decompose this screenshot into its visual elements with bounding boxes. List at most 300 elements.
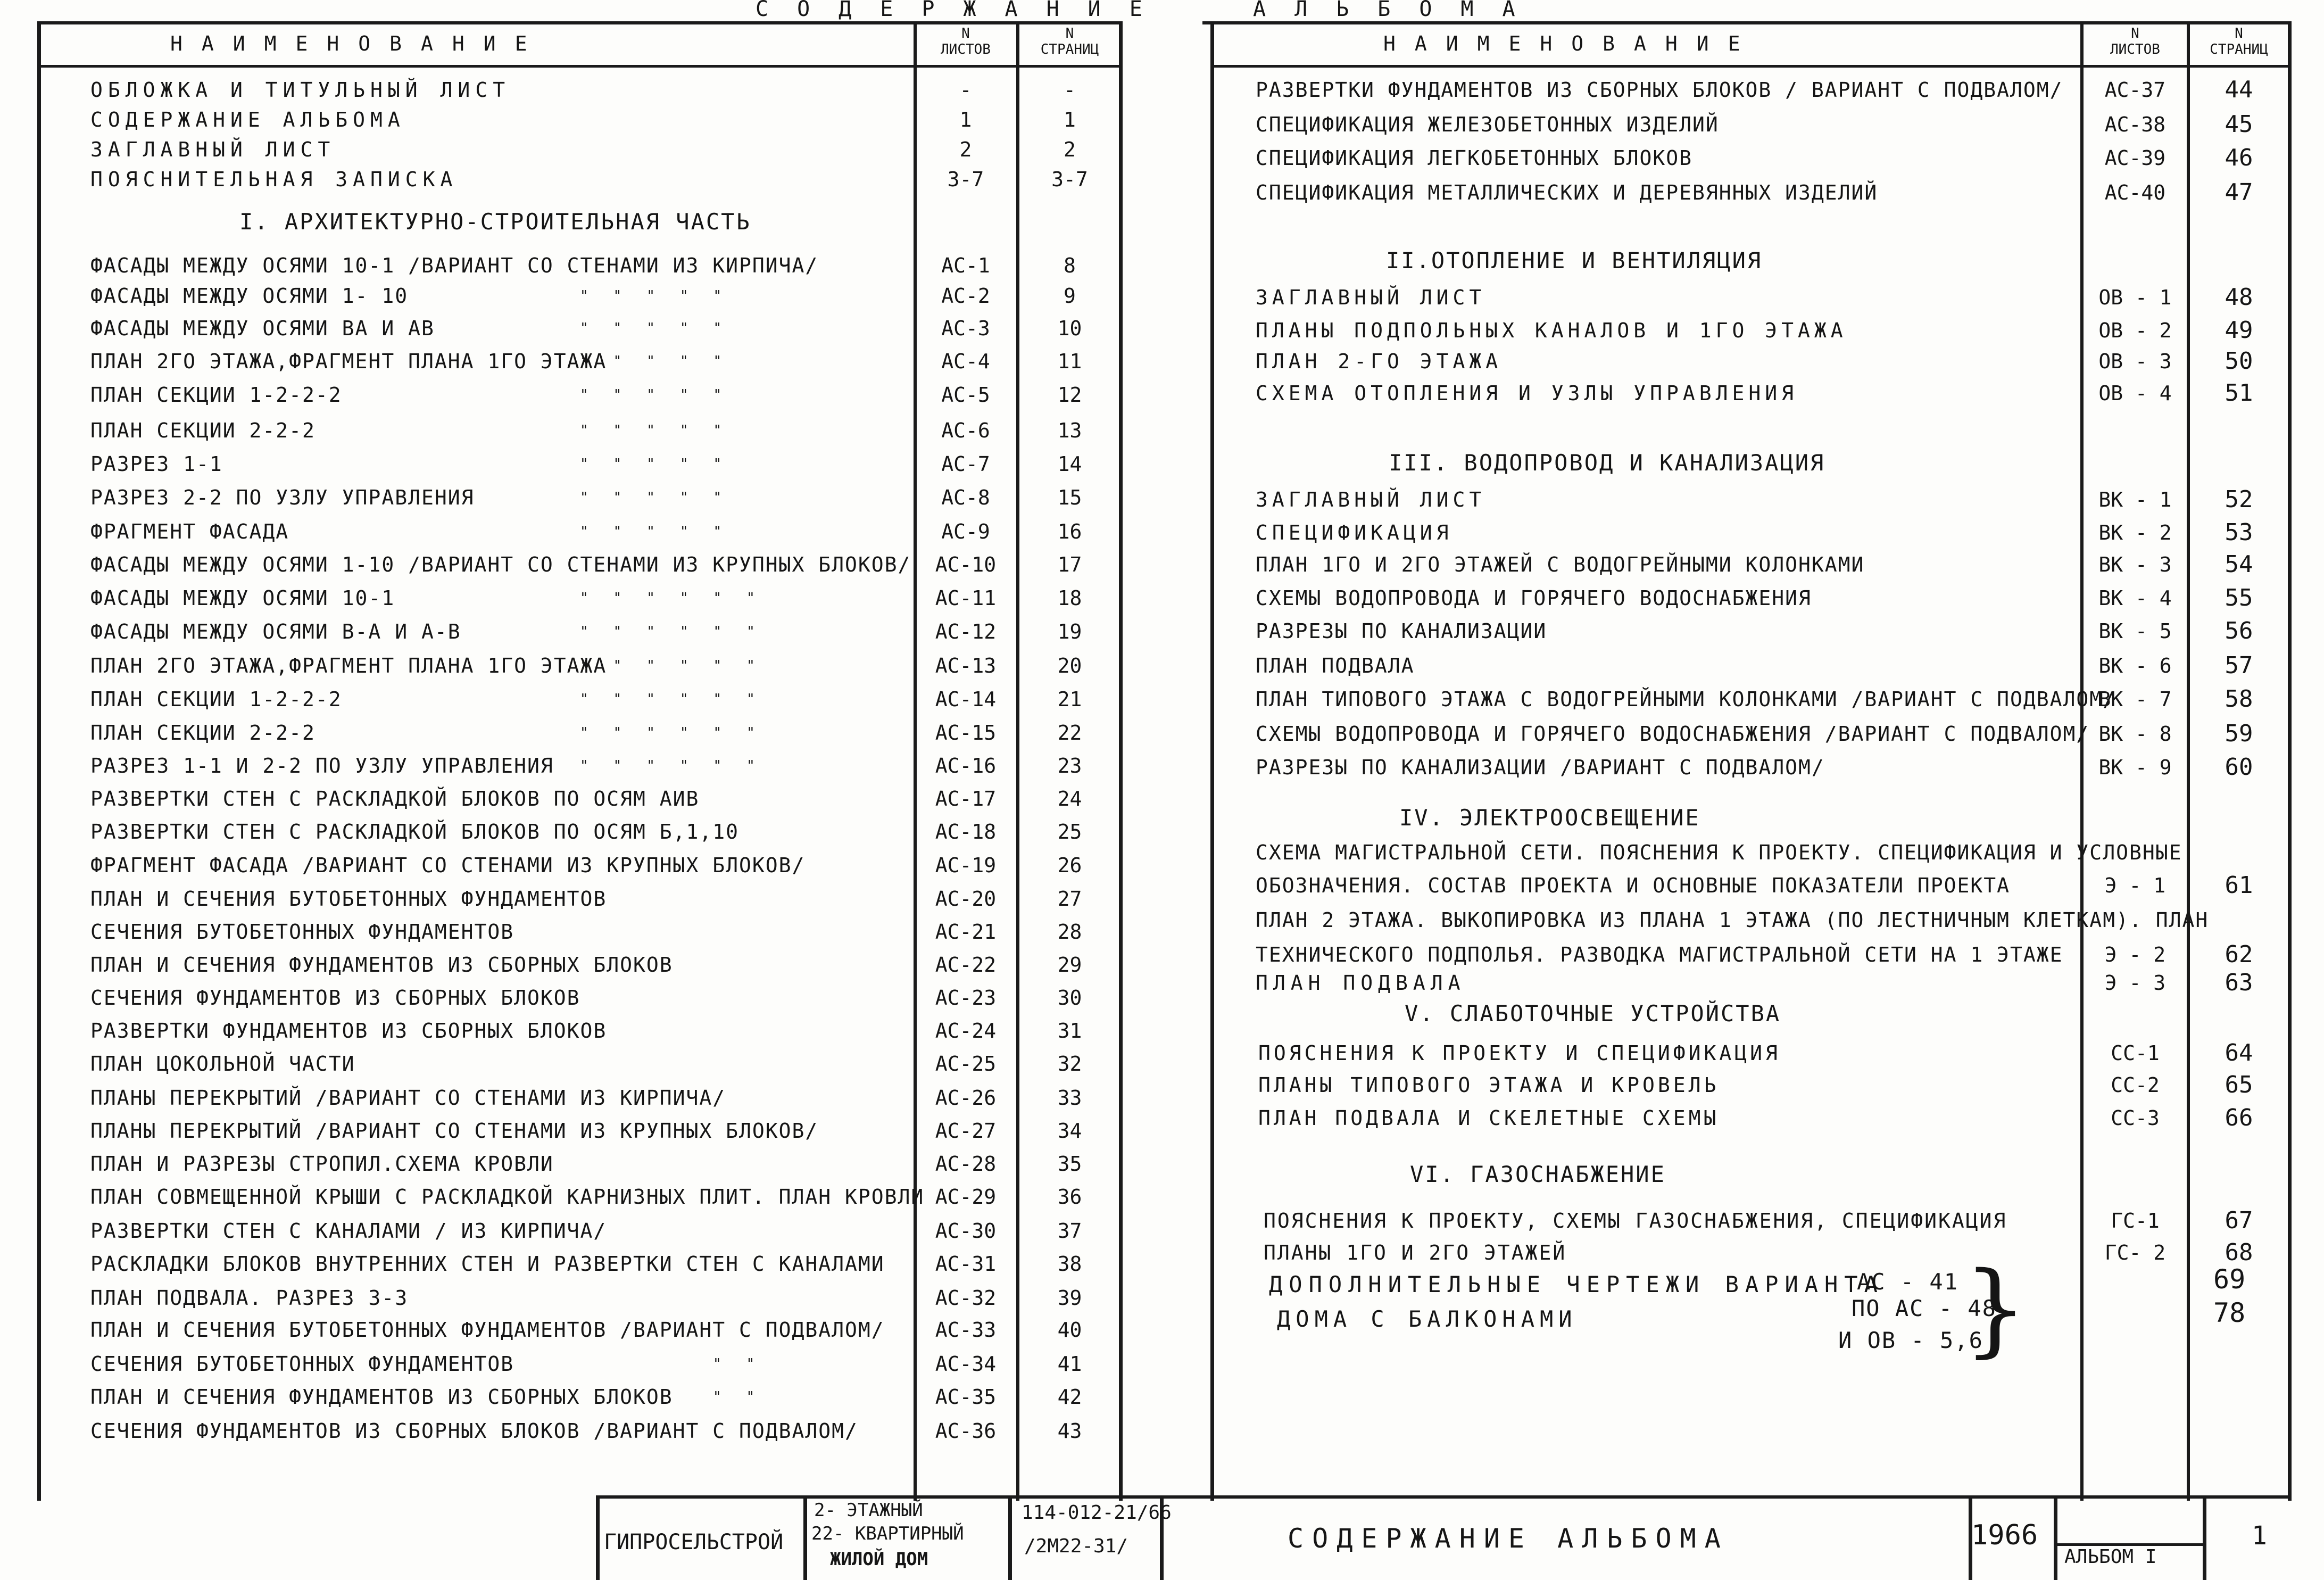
list-item xyxy=(1256,378,2288,409)
list-item xyxy=(90,1349,1117,1379)
item-page: 48 xyxy=(2225,284,2253,311)
item-page: 44 xyxy=(2225,76,2253,103)
item-page: 49 xyxy=(2225,317,2253,344)
item-title: РАЗРЕЗ 1-1 И 2-2 ПО УЗЛУ УПРАВЛЕНИЯ xyxy=(90,754,554,777)
item-sheet: СС-2 xyxy=(2111,1073,2160,1097)
list-item xyxy=(1256,752,2288,783)
item-page: 29 xyxy=(1057,953,1082,977)
list-item xyxy=(90,783,1117,814)
ditto-marks: " " " " " " xyxy=(580,691,755,707)
item-sheet: АС-33 xyxy=(935,1318,997,1342)
section-electric-heading: IV. ЭЛЕКТРООСВЕЩЕНИЕ xyxy=(1399,805,1700,831)
item-sheet: ВК - 4 xyxy=(2098,586,2172,610)
item-sheet: АС-26 xyxy=(935,1086,997,1110)
item-sheet: АС-40 xyxy=(2104,181,2166,204)
item-sheet: АС-2 xyxy=(941,284,990,308)
item-title: ФАСАДЫ МЕЖДУ ОСЯМИ В-А И А-В xyxy=(90,620,461,643)
item-page: 14 xyxy=(1057,452,1082,476)
item-title: СПЕЦИФИКАЦИЯ МЕТАЛЛИЧЕСКИХ И ДЕРЕВЯННЫХ ИЗДЕЛИЙ xyxy=(1256,181,1878,204)
item-page: 19 xyxy=(1057,620,1082,643)
item-title: ФАСАДЫ МЕЖДУ ОСЯМИ 10-1 /ВАРИАНТ СО СТЕНАМИ ИЗ КИРПИЧА/ xyxy=(90,254,819,277)
item-title: ПЛАН СЕКЦИИ 2-2-2 xyxy=(90,721,316,744)
stamp-year: 1966 xyxy=(1971,1519,2038,1551)
list-item xyxy=(90,583,1117,614)
item-sheet: ОВ - 3 xyxy=(2098,350,2172,373)
item-page: 26 xyxy=(1057,854,1082,877)
list-item xyxy=(90,717,1117,748)
item-title: ПЛАН И РАЗРЕЗЫ СТРОПИЛ.СХЕМА КРОВЛИ xyxy=(90,1152,554,1176)
stamp-description-2: 22- КВАРТИРНЫЙ xyxy=(811,1523,964,1544)
list-item xyxy=(1256,616,2288,647)
list-item xyxy=(1256,282,2288,313)
item-sheet: ВК - 2 xyxy=(2098,521,2172,544)
item-page: 11 xyxy=(1057,350,1082,373)
item-title: ОБОЗНАЧЕНИЯ. СОСТАВ ПРОЕКТА И ОСНОВНЫЕ ПОКАЗАТЕЛИ ПРОЕКТА xyxy=(1256,874,2011,897)
item-sheet: АС-9 xyxy=(941,520,990,543)
item-sheet: АС-23 xyxy=(935,986,997,1010)
stamp-description-3: ЖИЛОЙ ДОМ xyxy=(830,1549,928,1570)
ditto-marks: " " " " " " xyxy=(580,624,755,640)
list-item xyxy=(1256,939,2288,970)
item-sheet: ВК - 5 xyxy=(2098,619,2172,643)
section-architecture-heading: I. АРХИТЕКТУРНО-СТРОИТЕЛЬНАЯ ЧАСТЬ xyxy=(239,209,751,235)
item-page: 16 xyxy=(1057,520,1082,543)
top-border-left xyxy=(37,21,1123,24)
item-title: РАЗРЕЗЫ ПО КАНАЛИЗАЦИИ /ВАРИАНТ С ПОДВАЛОМ/ xyxy=(1256,756,1825,779)
item-sheet: АС-10 xyxy=(935,553,997,576)
list-item xyxy=(90,346,1117,377)
item-sheet: АС-18 xyxy=(935,820,997,843)
item-sheet: АС-12 xyxy=(935,620,997,643)
section-water-heading: III. ВОДОПРОВОД И КАНАЛИЗАЦИЯ xyxy=(1389,450,1825,476)
ditto-marks: " " " " " xyxy=(580,353,722,369)
item-sheet: Э - 1 xyxy=(2104,874,2166,897)
item-title: ЗАГЛАВНЫЙ ЛИСТ xyxy=(1256,286,1486,309)
item-title: ПЛАН 2ГО ЭТАЖА,ФРАГМЕНТ ПЛАНА 1ГО ЭТАЖА xyxy=(90,350,607,373)
item-sheet: АС-39 xyxy=(2104,146,2166,170)
list-item xyxy=(90,1048,1117,1079)
list-item xyxy=(1256,967,2288,998)
item-page: 40 xyxy=(1057,1318,1082,1342)
ditto-marks: " " " " " " xyxy=(580,758,755,774)
extra-page-2: 78 xyxy=(2213,1297,2246,1328)
item-page: 60 xyxy=(2225,754,2253,781)
item-sheet: АС-20 xyxy=(935,887,997,911)
item-sheet: АС-14 xyxy=(935,688,997,711)
item-page: 25 xyxy=(1057,820,1082,843)
list-item xyxy=(90,750,1117,781)
item-page: 35 xyxy=(1057,1152,1082,1176)
item-title: ПОЯСНЕНИЯ К ПРОЕКТУ, СХЕМЫ ГАЗОСНАБЖЕНИЯ, СПЕЦИФИКАЦИЯ xyxy=(1264,1209,2007,1232)
item-sheet: АС-28 xyxy=(935,1152,997,1176)
ditto-marks: " " " " " " xyxy=(580,725,755,741)
item-page: 32 xyxy=(1057,1052,1082,1076)
list-item xyxy=(1264,1237,2296,1268)
item-sheet: ВК - 8 xyxy=(2098,722,2172,746)
stamp-description-1: 2- ЭТАЖНЫЙ xyxy=(814,1500,923,1521)
item-page: 68 xyxy=(2225,1239,2253,1266)
item-sheet: АС-29 xyxy=(935,1185,997,1209)
list-item xyxy=(90,313,1117,344)
list-item xyxy=(90,104,1117,135)
item-title: СПЕЦИФИКАЦИЯ xyxy=(1256,521,1453,544)
item-page: 50 xyxy=(2225,348,2253,375)
item-title: ПЛАН СЕКЦИИ 1-2-2-2 xyxy=(90,383,342,407)
item-page: 33 xyxy=(1057,1086,1082,1110)
item-page: 38 xyxy=(1057,1252,1082,1276)
list-item xyxy=(90,684,1117,715)
item-sheet: АС-17 xyxy=(935,787,997,810)
item-page: 61 xyxy=(2225,872,2253,899)
list-item xyxy=(1256,837,2288,868)
item-title: ПЛАНЫ ТИПОВОГО ЭТАЖА И КРОВЕЛЬ xyxy=(1258,1073,1720,1097)
stamp-sheet-number: 1 xyxy=(2252,1521,2267,1551)
item-title: ФАСАДЫ МЕЖДУ ОСЯМИ 1- 10 xyxy=(90,284,409,308)
section-gas-heading: VI. ГАЗОСНАБЖЕНИЕ xyxy=(1410,1161,1666,1187)
item-title: СХЕМЫ ВОДОПРОВОДА И ГОРЯЧЕГО ВОДОСНАБЖЕНИЯ /ВАРИАНТ С ПОДВАЛОМ/ xyxy=(1256,722,2090,746)
stamp-project-code: 114-012-21/66 xyxy=(1022,1502,1172,1524)
item-page: 67 xyxy=(2225,1207,2253,1234)
item-sheet: АС-3 xyxy=(941,317,990,340)
item-title: ПЛАН ПОДВАЛА И СКЕЛЕТНЫЕ СХЕМЫ xyxy=(1258,1106,1720,1130)
item-page: 1 xyxy=(1064,108,1076,131)
item-page: 21 xyxy=(1057,688,1082,711)
left-pages-header: N СТРАНИЦ xyxy=(1040,26,1099,57)
item-page: 51 xyxy=(2225,379,2253,407)
list-item xyxy=(1256,109,2288,140)
list-item xyxy=(1256,484,2288,515)
item-page: 12 xyxy=(1057,383,1082,407)
item-sheet: АС-15 xyxy=(935,721,997,744)
right-col-name-header: НАИМЕНОВАНИЕ xyxy=(1383,32,1759,55)
item-title: ПЛАН ПОДВАЛА xyxy=(1256,971,1466,995)
list-item xyxy=(90,415,1117,446)
list-item xyxy=(90,650,1117,681)
list-item xyxy=(90,816,1117,847)
item-title: СХЕМА ОТОПЛЕНИЯ И УЗЛЫ УПРАВЛЕНИЯ xyxy=(1256,382,1798,405)
item-sheet: ВК - 9 xyxy=(2098,756,2172,779)
item-sheet: ВК - 1 xyxy=(2098,488,2172,511)
item-page: 9 xyxy=(1064,284,1076,308)
stamp-top-line xyxy=(596,1495,2288,1499)
item-sheet: АС-11 xyxy=(935,586,997,610)
brace-icon: } xyxy=(1963,1250,2028,1368)
list-item xyxy=(90,1416,1117,1446)
item-sheet: АС-32 xyxy=(935,1286,997,1310)
list-item xyxy=(1256,905,2288,936)
list-item xyxy=(1256,177,2288,208)
item-title: РАЗВЕРТКИ ФУНДАМЕНТОВ ИЗ СБОРНЫХ БЛОКОВ xyxy=(90,1019,607,1043)
item-sheet: 1 xyxy=(959,108,972,131)
stamp-div-6 xyxy=(2054,1495,2057,1580)
frame-center-right xyxy=(1210,21,1214,1501)
list-item xyxy=(90,1382,1117,1412)
album-title-right: АЛЬБОМА xyxy=(1253,0,1544,21)
item-title: ФАСАДЫ МЕЖДУ ОСЯМИ 1-10 /ВАРИАНТ СО СТЕНАМИ ИЗ КРУПНЫХ БЛОКОВ/ xyxy=(90,553,911,576)
extra-line-1: ДОПОЛНИТЕЛЬНЫЕ ЧЕРТЕЖИ ВАРИАНТА xyxy=(1269,1271,1884,1297)
item-title: ФАСАДЫ МЕЖДУ ОСЯМИ 10-1 xyxy=(90,586,395,610)
item-title: СПЕЦИФИКАЦИЯ ЖЕЛЕЗОБЕТОННЫХ ИЗДЕЛИЙ xyxy=(1256,113,1719,136)
list-item xyxy=(1256,684,2288,715)
item-page: 27 xyxy=(1057,887,1082,911)
item-title: РАЗВЕРТКИ СТЕН С КАНАЛАМИ / ИЗ КИРПИЧА/ xyxy=(90,1219,607,1243)
item-title: ПЛАН ТИПОВОГО ЭТАЖА С ВОДОГРЕЙНЫМИ КОЛОНКАМИ /ВАРИАНТ С ПОДВАЛОМ/ xyxy=(1256,688,2116,711)
item-page: 24 xyxy=(1057,787,1082,810)
list-item xyxy=(90,549,1117,580)
list-item xyxy=(1258,1038,2290,1069)
item-page: 59 xyxy=(2225,720,2253,747)
stamp-sheet-title: СОДЕРЖАНИЕ АЛЬБОМА xyxy=(1288,1523,1729,1554)
extra-line-2: ДОМА С БАЛКОНАМИ xyxy=(1277,1306,1578,1332)
item-title: ПЛАН СОВМЕЩЕННОЙ КРЫШИ С РАСКЛАДКОЙ КАРНИЗНЫХ ПЛИТ. ПЛАН КРОВЛИ xyxy=(90,1185,925,1209)
extra-ref-1: АС - 41 xyxy=(1857,1269,1959,1295)
item-title: СОДЕРЖАНИЕ АЛЬБОМА xyxy=(90,108,405,131)
item-page: 37 xyxy=(1057,1219,1082,1243)
item-sheet: АС-38 xyxy=(2104,113,2166,136)
item-title: РАЗРЕЗЫ ПО КАНАЛИЗАЦИИ xyxy=(1256,619,1547,643)
ditto-marks: " " " " " xyxy=(580,423,722,439)
list-item xyxy=(90,1082,1117,1113)
ditto-marks: " " " " " xyxy=(580,387,722,403)
item-title: ПЛАН И СЕЧЕНИЯ БУТОБЕТОННЫХ ФУНДАМЕНТОВ /ВАРИАНТ С ПОДВАЛОМ/ xyxy=(90,1318,885,1342)
list-item xyxy=(1256,870,2288,901)
extra-ref-3: И ОВ - 5,6 xyxy=(1838,1327,1983,1353)
item-sheet: Э - 3 xyxy=(2104,971,2166,995)
item-title: ПЛАН ПОДВАЛА. РАЗРЕЗ 3-3 xyxy=(90,1286,409,1310)
item-page: 23 xyxy=(1057,754,1082,777)
list-item xyxy=(90,883,1117,914)
item-sheet: АС-21 xyxy=(935,920,997,944)
item-page: 3-7 xyxy=(1051,168,1088,191)
frame-center-left xyxy=(1119,21,1123,1501)
list-item xyxy=(1256,315,2288,346)
frame-right-edge xyxy=(2288,21,2292,1501)
item-sheet: АС-19 xyxy=(935,854,997,877)
item-sheet: АС-13 xyxy=(935,654,997,677)
item-page: 56 xyxy=(2225,617,2253,644)
item-page: 20 xyxy=(1057,654,1082,677)
item-title: ПОЯСНЕНИЯ К ПРОЕКТУ И СПЕЦИФИКАЦИЯ xyxy=(1258,1041,1781,1065)
item-title: ПЛАНЫ ПЕРЕКРЫТИЙ /ВАРИАНТ СО СТЕНАМИ ИЗ КРУПНЫХ БЛОКОВ/ xyxy=(90,1119,819,1143)
stamp-organization: ГИПРОСЕЛЬСТРОЙ xyxy=(604,1530,784,1554)
item-title: ПЛАНЫ 1ГО И 2ГО ЭТАЖЕЙ xyxy=(1264,1241,1567,1264)
item-page: 17 xyxy=(1057,553,1082,576)
ditto-marks: " " " " " xyxy=(580,320,722,336)
item-title: ПЛАН СЕКЦИИ 2-2-2 xyxy=(90,419,316,442)
section-heating-heading: II.ОТОПЛЕНИЕ И ВЕНТИЛЯЦИЯ xyxy=(1386,247,1763,274)
item-title: ПЛАН И СЕЧЕНИЯ ФУНДАМЕНТОВ ИЗ СБОРНЫХ БЛОКОВ xyxy=(90,953,673,977)
section-lowcurrent-heading: V. СЛАБОТОЧНЫЕ УСТРОЙСТВА xyxy=(1405,1000,1781,1027)
list-item xyxy=(90,449,1117,479)
item-page: 65 xyxy=(2225,1071,2253,1098)
list-item xyxy=(90,1314,1117,1345)
stamp-div-7 xyxy=(2203,1495,2206,1580)
stamp-div-3 xyxy=(1008,1495,1012,1580)
item-page: 8 xyxy=(1064,254,1076,277)
list-item xyxy=(1258,1070,2290,1101)
list-item xyxy=(1256,549,2288,580)
item-title: СХЕМА МАГИСТРАЛЬНОЙ СЕТИ. ПОЯСНЕНИЯ К ПРОЕКТУ. СПЕЦИФИКАЦИЯ И УСЛОВНЫЕ xyxy=(1256,841,2182,864)
list-item xyxy=(90,516,1117,547)
item-title: СХЕМЫ ВОДОПРОВОДА И ГОРЯЧЕГО ВОДОСНАБЖЕНИЯ xyxy=(1256,586,1812,610)
item-page: 47 xyxy=(2225,179,2253,206)
item-sheet: АС-22 xyxy=(935,953,997,977)
item-sheet: АС-35 xyxy=(935,1385,997,1409)
item-sheet: ОВ - 4 xyxy=(2098,382,2172,405)
item-sheet: ОВ - 1 xyxy=(2098,286,2172,309)
item-page: 46 xyxy=(2225,144,2253,171)
list-item xyxy=(90,1215,1117,1246)
item-title: СЕЧЕНИЯ БУТОБЕТОННЫХ ФУНДАМЕНТОВ xyxy=(90,1352,514,1376)
item-page: 39 xyxy=(1057,1286,1082,1310)
item-title: ПЛАН СЕКЦИИ 1-2-2-2 xyxy=(90,688,342,711)
list-item xyxy=(90,1248,1117,1279)
list-item xyxy=(90,482,1117,513)
item-title: ОБЛОЖКА И ТИТУЛЬНЫЙ ЛИСТ xyxy=(90,78,511,102)
left-sheets-header: N ЛИСТОВ xyxy=(941,26,991,57)
list-item xyxy=(90,164,1117,195)
item-title: РАЗРЕЗ 2-2 ПО УЗЛУ УПРАВЛЕНИЯ xyxy=(90,486,475,509)
ditto-marks: " " " " " xyxy=(580,524,722,540)
item-page: 10 xyxy=(1057,317,1082,340)
right-sheets-header: N ЛИСТОВ xyxy=(2110,26,2160,57)
extra-ref-2: ПО АС - 48 xyxy=(1852,1295,1997,1321)
item-page: 15 xyxy=(1057,486,1082,509)
item-sheet: АС-36 xyxy=(935,1419,997,1443)
ditto-marks: " " " " " xyxy=(580,456,722,472)
list-item xyxy=(90,379,1117,410)
list-item xyxy=(1256,346,2288,377)
item-page: 43 xyxy=(1057,1419,1082,1443)
item-title: ПЛАН 2ГО ЭТАЖА,ФРАГМЕНТ ПЛАНА 1ГО ЭТАЖА xyxy=(90,654,607,677)
item-page: 45 xyxy=(2225,111,2253,138)
list-item xyxy=(1256,517,2288,548)
item-sheet: Э - 2 xyxy=(2104,943,2166,966)
ditto-marks: " " " " " xyxy=(580,490,722,506)
frame-left-edge xyxy=(37,21,41,1501)
list-item xyxy=(1256,718,2288,749)
item-page: 13 xyxy=(1057,419,1082,442)
item-sheet: АС-16 xyxy=(935,754,997,777)
item-title: ТЕХНИЧЕСКОГО ПОДПОЛЬЯ. РАЗВОДКА МАГИСТРАЛЬНОЙ СЕТИ НА 1 ЭТАЖЕ xyxy=(1256,943,2063,966)
list-item xyxy=(90,916,1117,947)
list-item xyxy=(90,1115,1117,1146)
item-page: 41 xyxy=(1057,1352,1082,1376)
item-title: РАЗВЕРТКИ СТЕН С РАСКЛАДКОЙ БЛОКОВ ПО ОСЯМ Б,1,10 xyxy=(90,820,740,843)
item-page: 22 xyxy=(1057,721,1082,744)
item-title: ПЛАН 2 ЭТАЖА. ВЫКОПИРОВКА ИЗ ПЛАНА 1 ЭТАЖА (ПО ЛЕСТНИЧНЫМ КЛЕТКАМ). ПЛАН xyxy=(1256,908,2209,932)
list-item xyxy=(90,850,1117,881)
item-title: РАЗРЕЗ 1-1 xyxy=(90,452,223,476)
ditto-marks: " " " " " " xyxy=(580,590,755,606)
right-header-bottom xyxy=(1210,65,2290,68)
list-item xyxy=(90,1283,1117,1313)
ditto-marks: " " " " " xyxy=(580,288,722,304)
item-page: 34 xyxy=(1057,1119,1082,1143)
item-page: 66 xyxy=(2225,1104,2253,1131)
list-item xyxy=(90,982,1117,1013)
item-sheet: 2 xyxy=(959,138,972,161)
item-page: 62 xyxy=(2225,941,2253,968)
item-sheet: ГС- 2 xyxy=(2104,1241,2166,1264)
item-sheet: ГС-1 xyxy=(2111,1209,2160,1232)
item-sheet: СС-1 xyxy=(2111,1041,2160,1065)
item-title: РАСКЛАДКИ БЛОКОВ ВНУТРЕННИХ СТЕН И РАЗВЕРТКИ СТЕН С КАНАЛАМИ xyxy=(90,1252,885,1276)
item-title: ПЛАН 1ГО И 2ГО ЭТАЖЕЙ С ВОДОГРЕЙНЫМИ КОЛОНКАМИ xyxy=(1256,553,1865,576)
item-sheet: АС-27 xyxy=(935,1119,997,1143)
list-item xyxy=(1256,75,2288,105)
item-page: 58 xyxy=(2225,685,2253,713)
item-sheet: ВК - 3 xyxy=(2098,553,2172,576)
item-page: 30 xyxy=(1057,986,1082,1010)
item-title: ПОЯСНИТЕЛЬНАЯ ЗАПИСКА xyxy=(90,168,458,191)
item-title: ФАСАДЫ МЕЖДУ ОСЯМИ ВА И АВ xyxy=(90,317,435,340)
item-sheet: ВК - 7 xyxy=(2098,688,2172,711)
item-page: 64 xyxy=(2225,1039,2253,1066)
item-title: ПЛАН ЦОКОЛЬНОЙ ЧАСТИ xyxy=(90,1052,355,1076)
list-item xyxy=(90,134,1117,165)
extra-page-1: 69 xyxy=(2213,1264,2246,1295)
list-item xyxy=(1256,583,2288,614)
item-sheet: ОВ - 2 xyxy=(2098,319,2172,342)
item-title: ПЛАНЫ ПОДПОЛЬНЫХ КАНАЛОВ И 1ГО ЭТАЖА xyxy=(1256,319,1847,342)
stamp-series-code: /2М22-31/ xyxy=(1024,1535,1128,1557)
list-item xyxy=(90,1148,1117,1179)
list-item xyxy=(90,949,1117,980)
album-title-left: СОДЕРЖАНИЕ xyxy=(756,0,1171,21)
item-page: 36 xyxy=(1057,1185,1082,1209)
item-page: 52 xyxy=(2225,486,2253,513)
item-sheet: АС-7 xyxy=(941,452,990,476)
list-item xyxy=(1256,143,2288,173)
item-page: 42 xyxy=(1057,1385,1082,1409)
stamp-album: АЛЬБОМ I xyxy=(2064,1546,2157,1568)
item-title: РАЗВЕРТКИ ФУНДАМЕНТОВ ИЗ СБОРНЫХ БЛОКОВ / ВАРИАНТ С ПОДВАЛОМ/ xyxy=(1256,78,2063,102)
right-pages-header: N СТРАНИЦ xyxy=(2210,26,2268,57)
item-title: ПЛАН И СЕЧЕНИЯ БУТОБЕТОННЫХ ФУНДАМЕНТОВ xyxy=(90,887,607,911)
list-item xyxy=(1258,1103,2290,1134)
stamp-div-2 xyxy=(803,1495,807,1580)
item-title: СПЕЦИФИКАЦИЯ ЛЕГКОБЕТОННЫХ БЛОКОВ xyxy=(1256,146,1692,170)
item-sheet: АС-24 xyxy=(935,1019,997,1043)
item-sheet: АС-1 xyxy=(941,254,990,277)
item-sheet: - xyxy=(959,78,972,102)
item-page: 63 xyxy=(2225,969,2253,996)
item-title: РАЗВЕРТКИ СТЕН С РАСКЛАДКОЙ БЛОКОВ ПО ОСЯМ АИВ xyxy=(90,787,700,810)
list-item xyxy=(90,75,1117,105)
stamp-div-1 xyxy=(596,1495,600,1580)
list-item xyxy=(1256,650,2288,681)
list-item xyxy=(90,250,1117,281)
left-col-name-header: НАИМЕНОВАНИЕ xyxy=(170,32,546,55)
item-page: 28 xyxy=(1057,920,1082,944)
item-sheet: АС-31 xyxy=(935,1252,997,1276)
item-title: ФРАГМЕНТ ФАСАДА /ВАРИАНТ СО СТЕНАМИ ИЗ КРУПНЫХ БЛОКОВ/ xyxy=(90,854,806,877)
left-header-bottom xyxy=(37,65,1123,68)
item-title: СЕЧЕНИЯ ФУНДАМЕНТОВ ИЗ СБОРНЫХ БЛОКОВ xyxy=(90,986,580,1010)
list-item xyxy=(90,1015,1117,1046)
item-title: ФРАГМЕНТ ФАСАДА xyxy=(90,520,289,543)
item-title: ЗАГЛАВНЫЙ ЛИСТ xyxy=(90,138,336,161)
item-title: ЗАГЛАВНЫЙ ЛИСТ xyxy=(1256,488,1486,511)
ditto-marks: " " " " " " xyxy=(580,658,755,674)
item-sheet: 3-7 xyxy=(947,168,984,191)
item-page: 18 xyxy=(1057,586,1082,610)
item-page: - xyxy=(1064,78,1076,102)
item-sheet: АС-6 xyxy=(941,419,990,442)
top-border-right xyxy=(1202,21,2288,24)
item-title: СЕЧЕНИЯ ФУНДАМЕНТОВ ИЗ СБОРНЫХ БЛОКОВ /ВАРИАНТ С ПОДВАЛОМ/ xyxy=(90,1419,858,1443)
